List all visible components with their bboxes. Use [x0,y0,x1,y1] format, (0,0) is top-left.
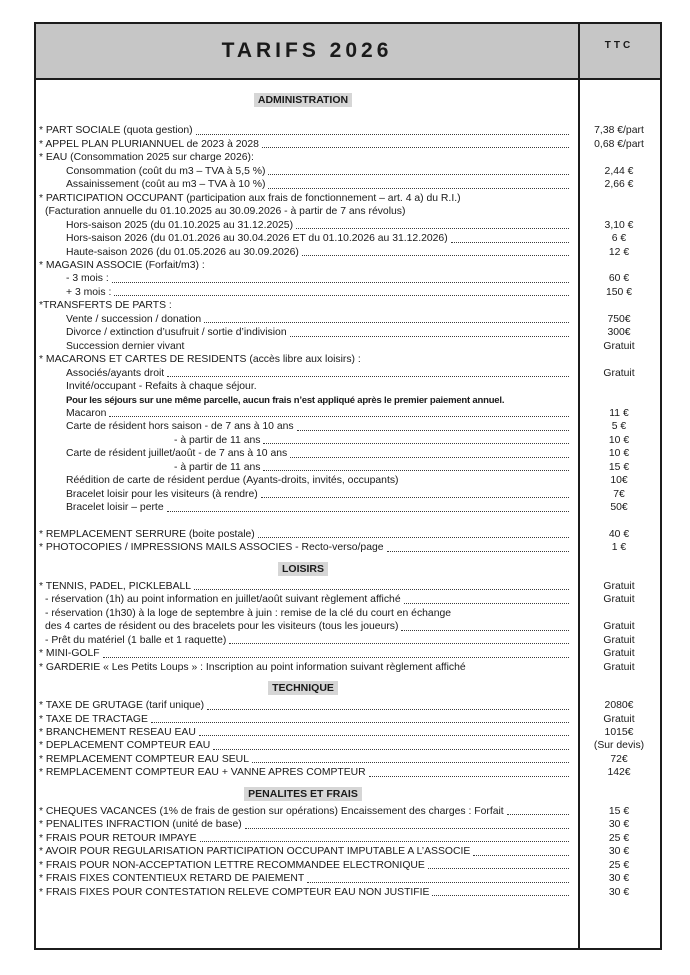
table-row [36,593,660,606]
table-row [36,124,660,137]
table-row [36,165,660,178]
table-row [36,272,660,285]
row-value: 60 € [608,273,630,285]
dot-leader [401,630,569,631]
table-row [36,845,660,858]
row-label: * TENNIS, PADEL, PICKLEBALL [39,580,192,592]
dot-leader [245,828,569,829]
table-row [36,151,660,164]
row-value: Gratuit [603,621,635,633]
row-label: Pour les séjours sur une même parcelle, aucun frais n’est appliqué après le premier paiement annuel. [66,394,505,406]
row-value [578,299,660,312]
table-row [36,488,660,501]
row-label: * MINI-GOLF [39,648,100,660]
table-row [36,634,660,647]
dot-leader [263,443,569,444]
row-label: * CHEQUES VACANCES (1% de frais de gestion sur opérations) Encaissement des charges : Forfait [39,805,504,817]
row-value: 1 € [611,542,627,554]
row-label: * DEPLACEMENT COMPTEUR EAU [39,740,211,752]
row-value: 11 € [609,407,629,419]
dot-leader [451,242,569,243]
dot-leader [263,470,569,471]
row-value: 0,68 €/part [594,138,644,150]
row-value: 10 € [608,434,630,446]
table-row [36,299,660,312]
row-label: Consommation (coût du m3 – TVA à 5,5 %) [66,165,266,177]
row-value: 30 € [608,873,630,885]
dot-leader [114,295,569,296]
table-row [36,420,660,433]
row-value: 750€ [607,313,631,325]
row-label: - à partir de 11 ans [174,461,261,473]
row-label: - 3 mois : [66,273,109,285]
blank-row [36,111,660,124]
section-title: LOISIRS [278,562,328,576]
dot-leader [268,188,569,189]
table-row [36,647,660,660]
dot-leader [432,895,569,896]
table-row [36,805,660,818]
table-row [36,713,660,726]
row-label: Macaron [66,407,107,419]
row-value [578,562,660,576]
section-header-row [36,681,660,695]
row-label: Hors-saison 2025 (du 01.10.2025 au 31.12.2025) [66,219,294,231]
dot-leader [404,603,569,604]
dot-leader [258,537,569,538]
dot-leader [507,814,569,815]
tariff-table [34,22,662,950]
table-row [36,138,660,151]
table-row [36,434,660,447]
dot-leader [262,147,569,148]
row-value: 2,66 € [604,179,634,191]
dot-leader [369,776,569,777]
row-label: * FRAIS POUR NON-ACCEPTATION LETTRE RECOMMANDEE ELECTRONIQUE [39,859,425,871]
row-label: (Facturation annuelle du 01.10.2025 au 30.09.2026 - à partir de 7 ans révolus) [45,206,406,218]
row-value [578,787,660,801]
table-row [36,407,660,420]
dot-leader [473,855,569,856]
page-title: TARIFS 2026 [221,39,393,62]
row-label: * PARTICIPATION OCCUPANT (participation aux frais de fonctionnement – art. 4 a) du R.I.) [39,192,461,204]
dot-leader [229,643,569,644]
row-label: * MAGASIN ASSOCIE (Forfait/m3) : [39,259,205,271]
row-label: * PENALITES INFRACTION (unité de base) [39,819,242,831]
row-label: * TAXE DE GRUTAGE (tarif unique) [39,700,205,712]
row-value: Gratuit [603,340,635,352]
table-row [36,367,660,380]
table-row [36,313,660,326]
row-label: * REMPLACEMENT COMPTEUR EAU SEUL [39,753,249,765]
row-value: 50€ [610,502,628,514]
table-row [36,461,660,474]
table-row [36,394,660,407]
dot-leader [297,430,569,431]
dot-leader [252,762,569,763]
table-row [36,726,660,739]
row-label: - réservation (1h) au point information en juillet/août suivant règlement affiché [45,594,401,606]
dot-leader [261,497,569,498]
table-row [36,580,660,593]
row-value: 12 € [608,246,630,258]
section-header-row [36,787,660,801]
row-value: Gratuit [603,713,635,725]
row-label: - réservation (1h30) à la loge de septembre à juin : remise de la clé du court en échange [45,607,452,619]
row-value: Gratuit [603,367,635,379]
table-row [36,353,660,366]
row-label: Bracelet loisir pour les visiteurs (à rendre) [66,488,258,500]
row-label: * BRANCHEMENT RESEAU EAU [39,727,196,738]
row-value: 7€ [613,488,625,500]
row-value: 72€ [610,753,628,765]
row-value: 1015€ [604,727,634,738]
dot-leader [194,589,569,590]
row-label: * PART SOCIALE (quota gestion) [39,125,193,137]
row-value [578,93,660,107]
section-title: PENALITES ET FRAIS [244,787,362,801]
row-value [578,205,660,218]
table-row [36,859,660,872]
table-row [36,219,660,232]
section-header-row [36,93,660,107]
table-row [36,872,660,885]
row-value: Gratuit [603,594,635,606]
row-label: Haute-saison 2026 (du 01.05.2026 au 30.09.2026) [66,246,299,258]
row-label: + 3 mois : [66,286,112,298]
row-value: 5 € [611,421,627,433]
dot-leader [199,735,569,736]
row-value: 150 € [605,286,632,298]
row-label: - à partir de 11 ans [174,434,261,446]
dot-leader [302,255,569,256]
row-value: 142€ [607,767,631,779]
row-label: * REMPLACEMENT COMPTEUR EAU + VANNE APRES COMPTEUR [39,767,366,779]
table-row [36,192,660,205]
table-row [36,447,660,460]
dot-leader [268,174,569,175]
row-value [578,681,660,695]
dot-leader [428,868,569,869]
row-label: * AVOIR POUR REGULARISATION PARTICIPATION OCCUPANT IMPUTABLE A L’ASSOCIE [39,846,471,858]
row-label: * REMPLACEMENT SERRURE (boite postale) [39,529,255,541]
row-label: Hors-saison 2026 (du 01.01.2026 au 30.04.2026 ET du 01.10.2026 au 31.12.2026) [66,233,448,245]
row-value: 30 € [608,846,630,858]
dot-leader [290,457,569,458]
column-divider-line [578,24,580,948]
row-value [578,151,660,164]
table-row [36,818,660,831]
dot-leader [290,336,569,337]
row-value: Gratuit [603,580,635,592]
table-header-row [36,24,660,80]
table-row [36,661,660,674]
dot-leader [307,882,569,883]
row-label: Carte de résident hors saison - de 7 ans à 10 ans [66,421,294,433]
table-row [36,699,660,712]
row-value: 6 € [611,233,627,245]
row-label: Réédition de carte de résident perdue (Ayants-droits, invités, occupants) [66,475,399,487]
dot-leader [207,709,569,710]
dot-leader [196,134,569,135]
row-value: 30 € [608,886,630,898]
table-row [36,246,660,259]
row-value [578,353,660,366]
table-row [36,340,660,353]
table-row [36,886,660,899]
price-column-header: TTC [604,40,634,51]
table-row [36,528,660,541]
section-title: ADMINISTRATION [254,93,352,107]
table-row [36,205,660,218]
table-row [36,501,660,514]
row-value [578,380,660,393]
table-row [36,232,660,245]
row-value: 25 € [608,859,630,871]
table-row [36,541,660,554]
row-value [578,394,660,407]
row-label: * TAXE DE TRACTAGE [39,713,148,725]
table-row [36,474,660,487]
section-title: TECHNIQUE [268,681,338,695]
row-value: 2,44 € [604,165,634,177]
section-header-row [36,562,660,576]
row-label: Carte de résident juillet/août - de 7 ans à 10 ans [66,448,288,460]
row-label: Succession dernier vivant [66,340,185,352]
row-label: * GARDERIE « Les Petits Loups » : Inscription au point information suivant règlement affiché [39,661,466,673]
dot-leader [109,416,569,417]
row-label: * EAU (Consommation 2025 sur charge 2026): [39,152,254,164]
row-value: 10 € [608,448,630,460]
row-label: * MACARONS ET CARTES DE RESIDENTS (accès libre aux loisirs) : [39,354,361,366]
row-value [578,607,660,620]
row-label: *TRANSFERTS DE PARTS : [39,300,172,312]
blank-row [36,515,660,528]
row-value: 15 € [608,805,630,817]
row-label: Divorce / extinction d’usufruit / sortie d’indivision [66,327,287,339]
row-value: 40 € [608,529,630,541]
dot-leader [112,282,569,283]
row-value: 300€ [607,327,631,339]
row-label: des 4 cartes de résident ou des bracelets pour les visiteurs (tous les joueurs) [45,621,399,633]
row-value: 7,38 €/part [594,125,644,137]
row-label: * PHOTOCOPIES / IMPRESSIONS MAILS ASSOCIES - Recto-verso/page [39,542,384,554]
dot-leader [103,657,569,658]
row-value: 10€ [610,475,628,487]
row-label: Assainissement (coût au m3 – TVA à 10 %) [66,179,266,191]
row-value: (Sur devis) [593,740,645,752]
table-row [36,178,660,191]
table-row [36,607,660,620]
dot-leader [296,228,569,229]
row-value: 2080€ [604,700,634,712]
dot-leader [213,749,569,750]
table-row [36,286,660,299]
row-label: Associés/ayants droit [66,367,165,379]
row-value: 30 € [608,819,630,831]
table-row [36,766,660,779]
row-label: Bracelet loisir – perte [66,502,164,514]
row-value: 15 € [608,461,630,473]
row-label: * APPEL PLAN PLURIANNUEL de 2023 à 2028 [39,138,259,150]
table-row [36,753,660,766]
row-value: Gratuit [603,661,635,673]
dot-leader [151,722,569,723]
table-row [36,259,660,272]
row-value: Gratuit [603,634,635,646]
row-value [578,192,660,205]
dot-leader [387,551,569,552]
table-row [36,832,660,845]
dot-leader [204,322,569,323]
table-row [36,380,660,393]
row-value [578,259,660,272]
table-body [36,80,660,899]
dot-leader [167,511,569,512]
row-label: Vente / succession / donation [66,313,202,325]
row-value: Gratuit [603,648,635,660]
row-value: 3,10 € [604,219,634,231]
row-label: * FRAIS POUR RETOUR IMPAYE [39,832,197,844]
row-value: 25 € [608,832,630,844]
dot-leader [167,376,569,377]
row-label: * FRAIS FIXES CONTENTIEUX RETARD DE PAIEMENT [39,873,305,885]
row-label: * FRAIS FIXES POUR CONTESTATION RELEVE COMPTEUR EAU NON JUSTIFIE [39,886,430,898]
row-label: Invité/occupant - Refaits à chaque séjour. [66,381,257,393]
table-row [36,326,660,339]
table-row [36,739,660,752]
dot-leader [200,841,569,842]
row-label: - Prêt du matériel (1 balle et 1 raquette) [45,634,227,646]
table-row [36,620,660,633]
